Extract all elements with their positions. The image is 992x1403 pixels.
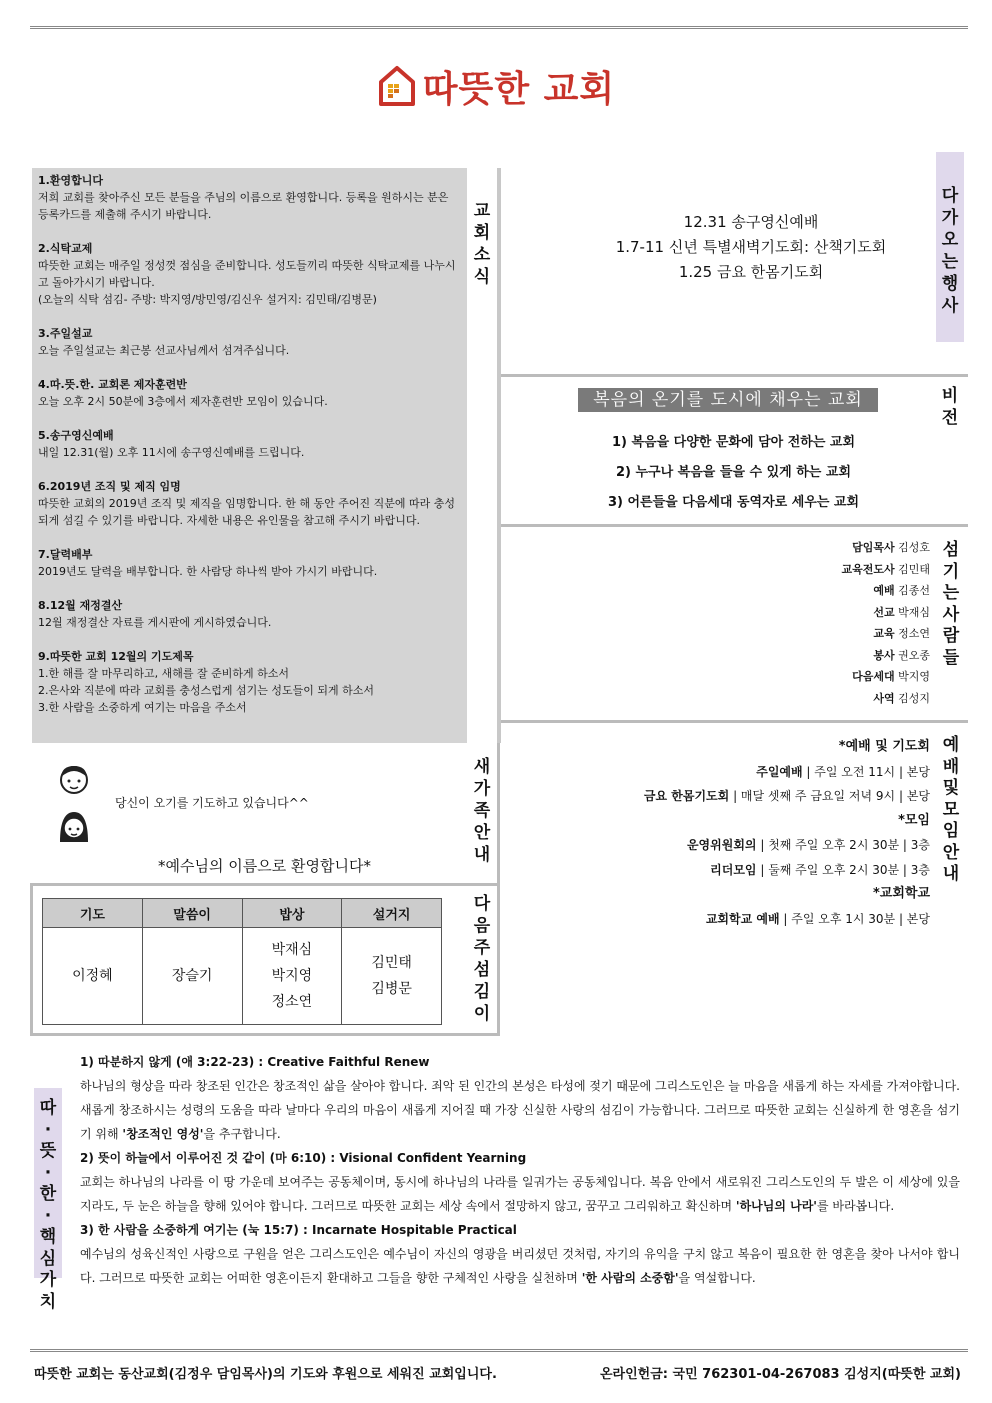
staff-name: 김성지 [898,691,930,705]
divider [30,1033,500,1036]
news-title: 6.2019년 조직 및 제직 임명 [38,480,181,493]
logo-text: 따뜻한 교회 [422,68,616,110]
core-body-text: 교회는 하나님의 나라를 이 땅 가운데 보여주는 공동체이며, 동시에 하나님의 나라를 일궈가는 공동체입니다. 복음 안에서 새로워진 그리스도인의 두 발은 이 세상에 있을 지라도, 두 눈은 하늘을 향해 있어야 합니다. 그러므로 따뜻한 교회는 세상 속에서 절망하지 않고, 꿈꾸고 그리워하고 확신하며 [80,1175,960,1213]
staff-row [700,559,930,581]
core-body-emphasis: '창조적인 영성' [122,1127,204,1141]
label-char: 이 [473,1004,491,1024]
label-char: 핵 [39,1227,57,1247]
label-char: 다 [941,186,959,206]
table-row [43,928,442,1025]
worship-name: 금요 한몸기도회 [643,789,730,803]
news-title: 1.환영합니다 [38,174,103,187]
label-char: 족 [473,801,491,821]
footer-offering: 온라인헌금: 국민 762301-04-267083 김성지(따뜻한 교회) [600,1367,961,1382]
top-rule [30,26,968,29]
core-value-head: 3) 한 사람을 소중하게 여기는 (눅 15:7) : Incarnate Hospitable Practical [80,1223,517,1237]
news-body: 12월 재정결산 자료를 게시판에 게시하였습니다. [38,616,272,629]
staff-row [700,623,930,645]
staff-row [700,666,930,688]
label-char: 주 [473,938,491,958]
news-body: 2019년도 달력을 배부합니다. 한 사람당 하나씩 받아 가시기 바랍니다. [38,565,378,578]
core-value-body [80,1242,960,1290]
upcoming-events [501,210,992,285]
label-char: 람 [942,626,960,646]
staff-row [700,645,930,667]
vision-line: 2) 누구나 복음을 들을 수 있게 하는 교회 [615,465,852,480]
worship-row [520,907,930,932]
church-news-panel [32,168,467,743]
label-char: 가 [39,1270,57,1290]
news-title: 2.식탁교제 [38,242,93,255]
server-name: 장슬기 [171,968,213,984]
worship-detail: | 주일 오전 11시 | 본당 [802,764,930,779]
label-char: 사 [941,296,959,316]
footer-support: 따뜻한 교회는 동산교회(김정우 담임목사)의 기도와 후원으로 세워진 교회입니다. [34,1367,497,1382]
event-line: 1.25 금요 한몸기도회 [678,263,824,281]
news-body: 오늘 주일설교는 최근봉 선교사님께서 섬겨주십니다. [38,344,290,357]
core-body-emphasis: '하나님의 나라' [735,1199,817,1213]
label-char: 모 [942,799,960,820]
staff-name: 정소연 [898,627,930,640]
staff-name: 김민태 [898,562,930,576]
news-title: 7.달력배부 [38,548,93,561]
staff-role: 교육전도사 [841,562,895,576]
vertical-divider [30,883,33,1035]
worship-detail: | 첫째 주일 오후 2시 30분 | 3층 [756,838,930,852]
news-item [38,240,461,308]
worship-section-head: *모임 [898,812,930,828]
event-line: 1.7-11 신년 특별새벽기도회: 산책기도회 [615,238,887,256]
next-week-label [467,893,497,1025]
label-char: 사 [942,604,960,625]
woman-face-icon [58,808,90,846]
divider [30,883,500,886]
label-char: 내 [473,845,491,865]
worship-name: 리더모임 [710,862,757,877]
house-logo-icon [377,64,417,108]
family-message: 당신이 오기를 기도하고 있습니다^^ [115,796,309,810]
core-value-body [80,1170,960,1218]
table-cell [43,928,143,1025]
worship-row [520,784,930,809]
man-face-icon [58,762,90,798]
news-body: 1.한 해를 잘 마무리하고, 새해를 잘 준비하게 하소서 [38,667,289,680]
server-name: 이정혜 [72,968,113,984]
label-char: 예 [942,735,960,755]
news-body: 2.은사와 직분에 따라 교회를 충성스럽게 섬기는 성도들이 되게 하소서 [38,684,374,697]
label-char: 식 [473,267,491,287]
label-char: 교 [473,201,491,221]
worship-detail: | 둘째 주일 오후 2시 30분 | 3층 [756,862,930,877]
worship-section-head: *예배 및 기도회 [838,739,930,754]
news-body: 저희 교회를 찾아주신 모든 분들을 주님의 이름으로 환영합니다. 등록을 원하시는 분은 등록카드를 제출해 주시기 바랍니다. [38,191,449,221]
worship-section-head: *교회학교 [872,886,930,901]
news-body: 내일 12.31(월) 오후 11시에 송구영신예배를 드립니다. [38,446,305,459]
news-title: 4.따.뜻.한. 교회론 제자훈련반 [38,378,187,391]
worship-detail: | 주일 오후 1시 30분 | 본당 [779,911,930,926]
label-char: 가 [941,208,959,228]
label-char: 소 [473,245,491,265]
news-title: 3.주일설교 [38,327,93,340]
label-char: 전 [941,408,959,428]
staff-name: 권오종 [898,648,930,662]
label-char: 행 [941,274,959,294]
label-char: 새 [473,757,491,777]
worship-row [520,858,930,883]
core-body-text: 을 추구합니다. [203,1127,281,1141]
label-char: 안 [473,823,491,843]
core-value-head: 1) 따분하지 않게 (애 3:22-23) : Creative Faithful Renew [80,1055,430,1069]
staff-row [700,602,930,624]
news-body: 따뜻한 교회의 2019년 조직 및 제직을 임명합니다. 한 해 동안 주어진 직분에 따라 충성되게 섬길 수 있기를 바랍니다. 자세한 내용은 유인물을 참고해 주시기 바랍니다. [38,497,455,527]
label-char: 오 [941,230,959,250]
label-char: 배 [942,756,960,777]
core-value-head: 2) 뜻이 하늘에서 이루어진 것 같이 (마 6:10) : Visional Confident Yearning [80,1151,527,1165]
label-char: 비 [941,386,959,406]
next-week-servers-table [42,898,442,1025]
news-title: 8.12월 재정결산 [38,599,123,612]
news-body: 따뜻한 교회는 매주일 정성껏 점심을 준비합니다. 성도들끼리 따뜻한 식탁교제를 나누시고 돌아가시기 바랍니다. [38,259,456,289]
staff-role: 담임목사 [852,541,895,554]
worship-row [520,760,930,785]
staff-list [700,537,930,709]
core-body-text: 를 바라봅니다. [816,1199,895,1213]
news-item [38,546,461,580]
worship-name: 운영위원회의 [686,838,757,852]
news-item [38,597,461,631]
news-body: (오늘의 식탁 섬김- 주방: 박지영/방민영/김신우 설거지: 김민태/김병문) [38,293,377,306]
label-char: 들 [942,647,960,668]
label-char: 섬 [473,960,491,980]
core-values [80,1050,960,1290]
vision-line: 3) 어른들을 다음세대 동역자로 세우는 교회 [607,495,860,510]
staff-name: 김성호 [898,541,930,554]
event-line: 12.31 송구영신예배 [683,213,819,231]
label-char: 섬 [942,540,960,560]
news-item [38,478,461,529]
news-item [38,172,461,223]
table-cell [342,928,442,1025]
new-family-label [467,756,497,866]
vision-label [936,385,964,429]
staff-name: 박재심 [898,605,930,619]
bottom-rule [30,1349,968,1352]
server-name: 박재심 [271,942,313,958]
label-char: 다 [473,894,491,914]
worship-label [938,735,964,886]
staff-role: 다음세대 [852,670,895,683]
table-header-cell: 말씀이 [142,899,242,928]
staff-role: 교육 [873,627,895,640]
table-cell [242,928,342,1025]
server-name: 김병문 [371,981,412,997]
label-char: 치 [39,1291,57,1312]
core-body-text: 하나님의 형상을 따라 창조된 인간은 창조적인 삶을 살아야 합니다. 죄악 된 인간의 본성은 타성에 젖기 때문에 그리스도인은 늘 마음을 새롭게 하는 자세를 가져야합니다. 새롭게 창조하시는 성령의 도움을 따라 날마다 우리의 마음이 새롭게 지어질 때 가장 신실한 사랑의 섬김이 가능합니다. 그러므로 따뜻한 교회는 신실하게 한 영혼을 섬기기 위해 [80,1079,960,1141]
label-char: 따 [39,1098,57,1118]
core-body-text: 예수님의 성육신적인 사랑으로 구원을 얻은 그리스도인은 예수님이 자신의 영광을 버리셨던 것처럼, 자기의 유익을 구치 않고 복음이 필요한 한 영혼을 찾아 나서야 합니다. 그러므로 따뜻한 교회는 어떠한 영혼이든지 환대하고 그들을 향한 구체적인 사랑을 실천하며 [80,1247,960,1285]
news-item [38,376,461,410]
worship-row [520,833,930,858]
staff-row [700,688,930,710]
server-name: 박지영 [271,968,313,984]
news-item [38,325,461,359]
worship-name: 주일예배 [756,764,803,779]
news-item [38,427,461,461]
staff-role: 선교 [873,605,895,619]
worship-name: 교회학교 예배 [705,911,780,926]
core-body-emphasis: '한 사람의 소중함' [581,1271,679,1285]
label-char: 및 [942,778,960,798]
label-char: 는 [942,583,960,603]
label-char: 한 [39,1184,57,1204]
core-values-label [34,1098,62,1313]
label-char: 는 [941,252,959,272]
label-char: 뜻 [39,1141,57,1161]
events-label [936,185,964,317]
news-body: 3.한 사람을 소중하게 여기는 마음을 주소서 [38,701,247,714]
staff-name: 박지영 [898,670,930,683]
label-char: 임 [942,821,960,841]
vision-line: 1) 복음을 다양한 문화에 담아 전하는 교회 [611,435,856,450]
divider [501,720,968,723]
label-char: 기 [942,561,960,582]
label-char: 내 [942,864,960,884]
news-item [38,648,461,716]
divider [501,374,968,377]
staff-row [700,537,930,559]
church-news-label [467,200,497,288]
core-body-text: 을 역설합니다. [678,1271,756,1285]
staff-role: 사역 [873,691,895,705]
table-header-cell: 밥상 [242,899,342,928]
label-char: 가 [473,779,491,799]
label-char: 음 [473,916,491,936]
family-welcome: *예수님의 이름으로 환영합니다* [158,857,371,875]
news-body: 오늘 오후 2시 50분에 3층에서 제자훈련반 모임이 있습니다. [38,395,328,408]
worship-detail: | 매달 셋째 주 금요일 저녁 9시 | 본당 [729,789,930,803]
table-header-cell: 설거지 [342,899,442,928]
logo [0,58,992,114]
staff-role: 예배 [873,584,895,597]
vision-headline: 복음의 온기를 도시에 채우는 교회 [578,388,878,412]
staff-name: 김종선 [898,584,930,597]
table-cell [142,928,242,1025]
label-char: · [44,1119,52,1140]
worship-schedule [520,735,930,931]
label-char: · [44,1162,52,1183]
staff-role: 봉사 [873,648,895,662]
label-char: 심 [39,1248,57,1269]
vertical-divider [497,743,500,1033]
staff-row [700,580,930,602]
server-name: 정소연 [271,994,313,1010]
divider [501,524,968,527]
table-header-cell: 기도 [43,899,143,928]
label-char: · [44,1205,52,1226]
table-header-row [43,899,442,928]
server-name: 김민태 [371,955,412,971]
staff-label [938,540,964,669]
vision-list [501,428,966,518]
news-title: 9.따뜻한 교회 12월의 기도제목 [38,650,194,663]
news-title: 5.송구영신예배 [38,429,114,442]
core-value-body [80,1074,960,1146]
label-char: 안 [942,842,960,863]
label-char: 김 [473,982,491,1002]
label-char: 회 [473,223,491,243]
church-news-list [32,168,467,737]
